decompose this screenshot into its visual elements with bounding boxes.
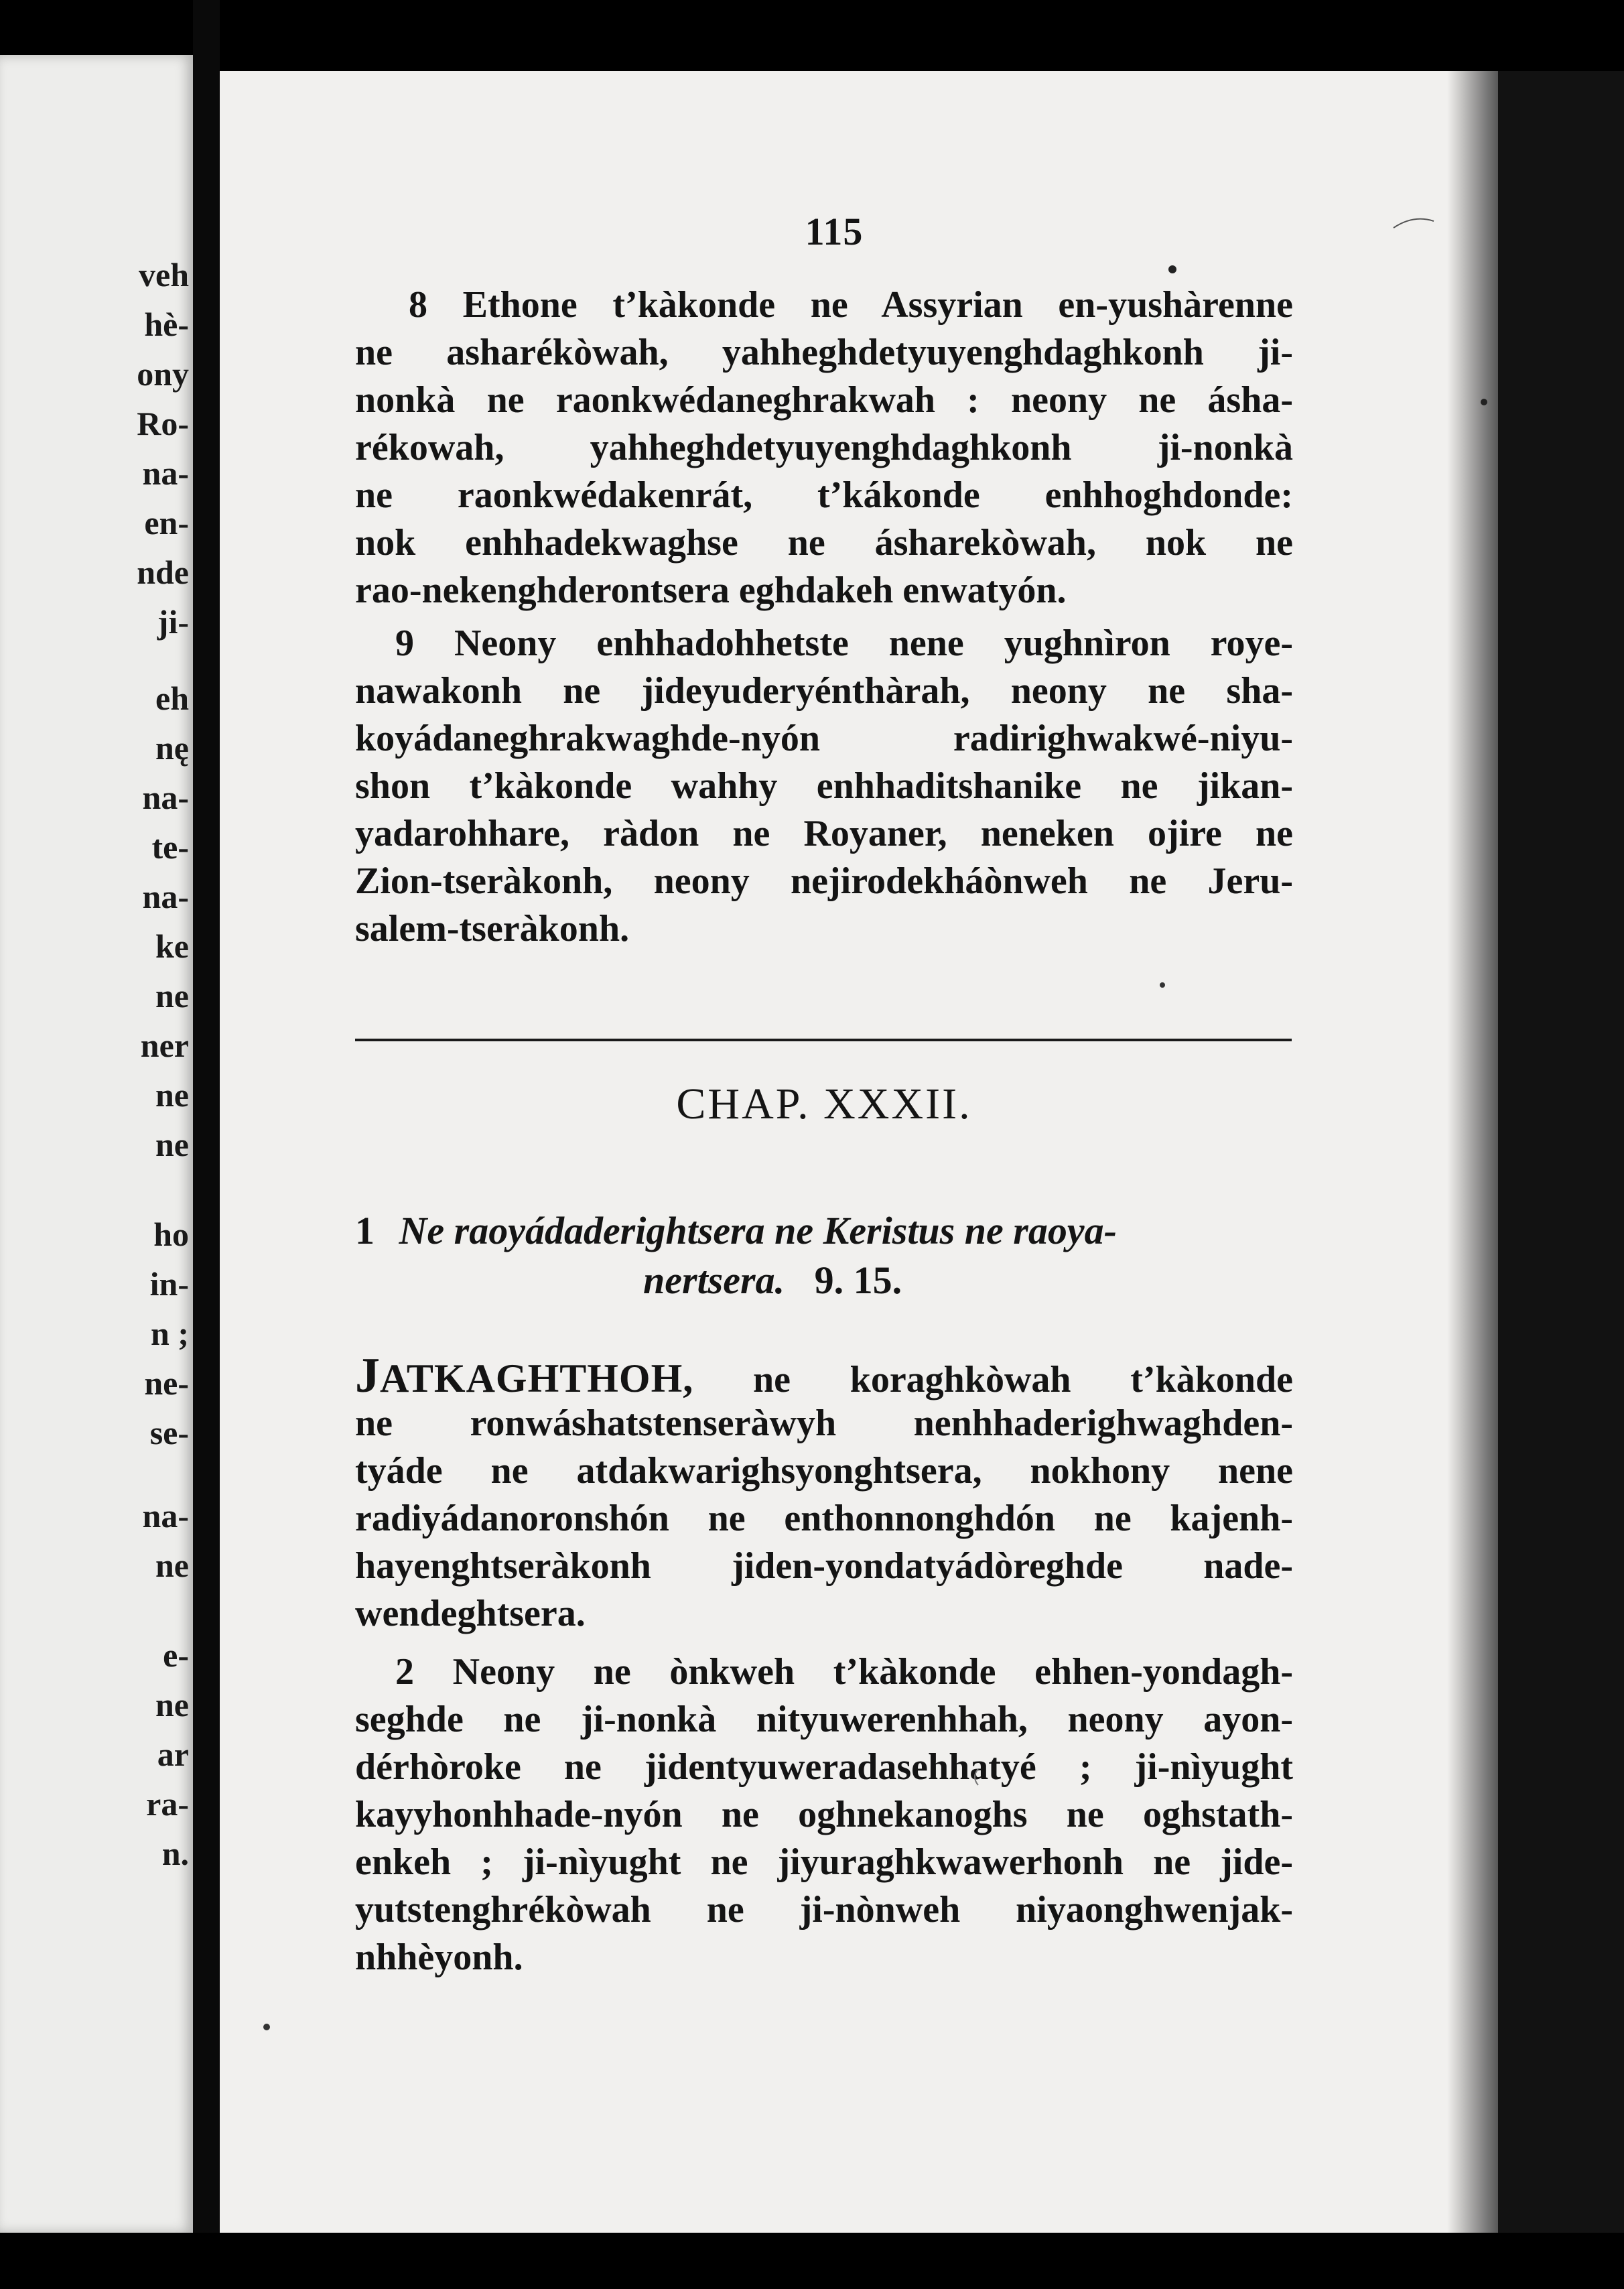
text-line: nhhèyonh. bbox=[355, 1937, 523, 1978]
left-page-fragment: ony bbox=[137, 355, 189, 393]
text-line: koyádaneghrakwaghde-nyón radirighwakwé-niyu- bbox=[355, 718, 1293, 759]
left-page-fragment: ne bbox=[155, 1126, 189, 1163]
scan-border-right bbox=[1498, 71, 1624, 2289]
verse-1 bbox=[355, 1348, 1293, 1638]
text-line: hayenghtseràkonh jiden-yondatyádòreghde nade- bbox=[355, 1545, 1293, 1587]
summary-line-2 bbox=[355, 1256, 1293, 1305]
left-page-fragment: in- bbox=[149, 1265, 189, 1303]
summary-number: 1 bbox=[355, 1209, 375, 1252]
chapter-summary bbox=[355, 1206, 1293, 1305]
text-line: nok enhhadekwaghse ne ásharekòwah, nok ne bbox=[355, 522, 1293, 564]
text-line: ne asharékòwah, yahheghdetyuyenghdaghkonh ji- bbox=[355, 332, 1293, 373]
summary-text: Ne raoyádaderightsera ne Keristus ne raoya- bbox=[399, 1209, 1117, 1252]
left-page-fragment: ho bbox=[153, 1216, 189, 1253]
left-facing-page bbox=[0, 55, 193, 2233]
scan-border-bottom bbox=[193, 2233, 1624, 2289]
left-page-fragment: en- bbox=[144, 504, 189, 541]
left-page-fragment: Ro- bbox=[137, 405, 189, 442]
text-line: Zion-tseràkonh, neony nejirodekháònweh ne Jeru- bbox=[355, 860, 1293, 902]
summary-text-cont: nertsera. bbox=[643, 1258, 785, 1302]
left-page-fragment: ne bbox=[155, 1076, 189, 1114]
left-page-fragment: ner bbox=[140, 1027, 189, 1064]
left-page-fragment: ke bbox=[155, 927, 189, 965]
left-page-fragment: nde bbox=[137, 553, 189, 591]
text-line: radiyádanoronshón ne enthonnonghdón ne kajenh- bbox=[355, 1498, 1293, 1539]
left-page-fragment: te- bbox=[151, 828, 189, 866]
text-line: seghde ne ji-nonkà nityuwerenhhah, neony ayon- bbox=[355, 1699, 1293, 1740]
left-page-fragment: se- bbox=[149, 1414, 189, 1451]
left-page-fragment: e- bbox=[163, 1636, 189, 1674]
chapter-heading: CHAP. XXXII. bbox=[676, 1080, 972, 1128]
left-page-fragment: eh bbox=[155, 679, 189, 717]
first-line-text: ne koraghkòwah t’kàkonde bbox=[693, 1359, 1293, 1400]
book-gutter bbox=[193, 0, 220, 2289]
text-line: tyáde ne atdakwarighsyonghtsera, nokhony nene bbox=[355, 1450, 1293, 1492]
left-page-fragment: ar bbox=[157, 1736, 189, 1773]
initial-capital: J bbox=[355, 1348, 380, 1403]
left-page-fragment: ne bbox=[155, 1547, 189, 1584]
summary-line-1 bbox=[355, 1206, 1293, 1256]
left-page-fragment: n. bbox=[161, 1835, 189, 1872]
text-line: kayyhonhhade-nyón ne oghnekanoghs ne oghstath- bbox=[355, 1794, 1293, 1835]
text-line: rékowah, yahheghdetyuyenghdaghkonh ji-nonkà bbox=[355, 427, 1293, 468]
left-page-fragment: ne bbox=[155, 977, 189, 1015]
left-page-fragment: hè- bbox=[144, 306, 189, 343]
left-page-fragment: na- bbox=[142, 779, 189, 816]
text-line: dérhòroke ne jidentyuweradasehhatyé ; ji-nìyught bbox=[355, 1746, 1293, 1788]
left-page-fragment: na- bbox=[142, 1497, 189, 1534]
text-line: enkeh ; ji-nìyught ne jiyuraghkwawerhonh ne jide- bbox=[355, 1841, 1293, 1883]
left-page-fragment: n ; bbox=[151, 1315, 189, 1352]
verse-2 bbox=[355, 1648, 1293, 1981]
summary-refs: 9. 15. bbox=[814, 1258, 902, 1302]
left-page-fragment: nę bbox=[155, 729, 189, 767]
left-page-fragment: ji- bbox=[157, 603, 189, 641]
text-line: shon t’kàkonde wahhy enhhaditshanike ne jikan- bbox=[355, 765, 1293, 807]
left-page-fragment: ra- bbox=[146, 1785, 189, 1823]
text-line: 9 Neony enhhadohhetste nene yughnìron roye- bbox=[395, 623, 1293, 664]
text-line: ne raonkwédakenrát, t’kákonde enhhoghdonde: bbox=[355, 474, 1293, 516]
section-divider bbox=[355, 1039, 1292, 1041]
text-line bbox=[355, 1348, 1293, 1403]
page-edge-shadow bbox=[1447, 71, 1498, 2233]
left-page-fragment: ne- bbox=[144, 1364, 189, 1402]
text-line: salem-tseràkonh. bbox=[355, 908, 630, 950]
text-line: nawakonh ne jideyuderyénthàrah, neony ne sha- bbox=[355, 670, 1293, 712]
page-number: 115 bbox=[805, 210, 864, 253]
text-line: 2 Neony ne ònkweh t’kàkonde ehhen-yondagh- bbox=[395, 1651, 1293, 1693]
left-page-fragment: ne bbox=[155, 1686, 189, 1723]
verse-9 bbox=[355, 620, 1293, 953]
left-page-fragment: na- bbox=[142, 878, 189, 915]
opening-word: ATKAGHTHOH, bbox=[380, 1356, 694, 1400]
left-page-fragment: veh bbox=[139, 256, 189, 293]
text-line: yadarohhare, ràdon ne Royaner, neneken ojire ne bbox=[355, 813, 1293, 854]
left-page-fragment: na- bbox=[142, 454, 189, 492]
verse-8 bbox=[355, 281, 1293, 614]
text-line: 8 Ethone t’kàkonde ne Assyrian en-yushàrenne bbox=[409, 284, 1293, 326]
text-line: wendeghtsera. bbox=[355, 1593, 586, 1634]
text-line: rao-nekenghderontsera eghdakeh enwatyón. bbox=[355, 570, 1067, 611]
text-line: ne ronwáshatstenseràwyh nenhhaderighwaghden- bbox=[355, 1402, 1293, 1444]
text-line: nonkà ne raonkwédaneghrakwah : neony ne ásha- bbox=[355, 379, 1293, 421]
text-line: yutstenghrékòwah ne ji-nònweh niyaonghwenjak- bbox=[355, 1889, 1293, 1931]
